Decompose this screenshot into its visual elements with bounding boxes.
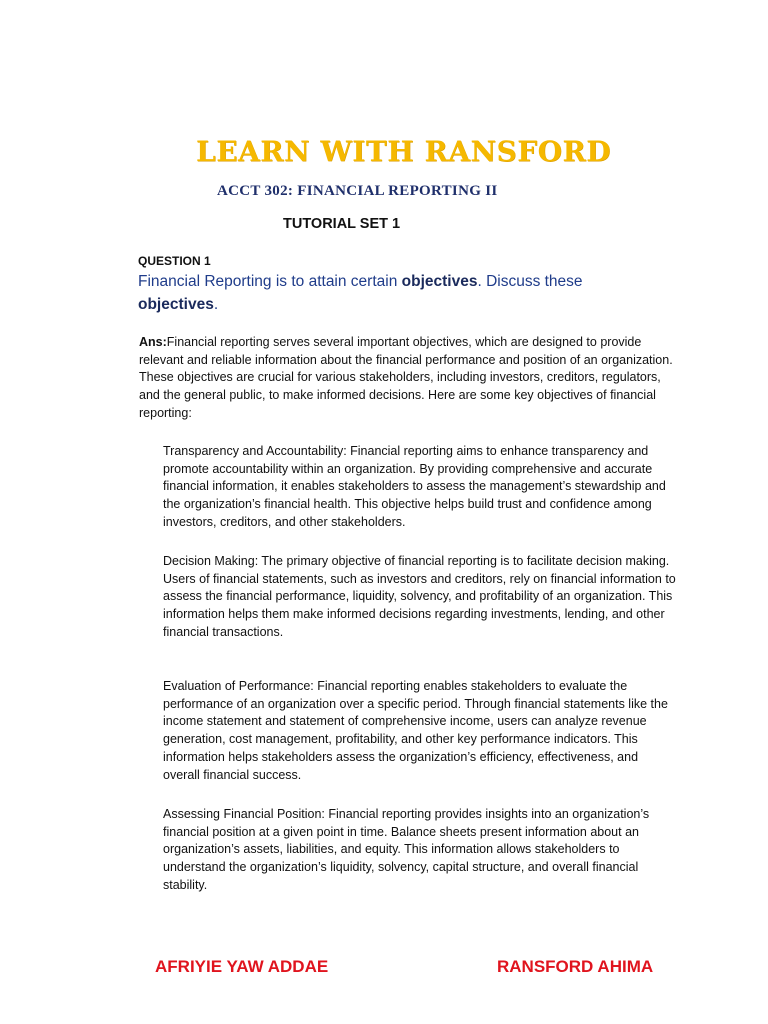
brand-title: LEARN WITH RANSFORD [196,135,612,168]
question-text-part: . Discuss these [477,273,583,290]
question-label: QUESTION 1 [138,254,211,268]
question-text-part: . [213,296,219,313]
answer-prefix: Ans: [139,335,167,349]
tutorial-title: TUTORIAL SET 1 [283,216,401,232]
objective-paragraph: Transparency and Accountability: Financial reporting aims to enhance transparency and promote accountability within an organization. By providing comprehensive and accurate financial information, it enables stakeholders to assess the management’s stewardship and the organization’s financial health. This objective helps build trust and confidence among investors, creditors, and other stakeholders. [163,444,666,529]
answer-intro-text: Financial reporting serves several important objectives, which are designed to provide relevant and reliable information about the financial performance and position of an organization. These objectives are crucial for various stakeholders, including investors, creditors, regulators, and the general public, to make informed decisions. Here are some key objectives of financial reporting: [139,335,673,420]
question-text [138,270,638,316]
footer-author-right: RANSFORD AHIMA [497,957,654,976]
course-title: ACCT 302: FINANCIAL REPORTING II [217,183,498,199]
answer-intro [139,334,679,423]
question-text-part: Financial Reporting is to attain certain [138,273,402,290]
question-keyword: objectives [138,296,214,313]
objective-paragraph: Decision Making: The primary objective of financial reporting is to facilitate decision making. Users of financial statements, such as investors and creditors, rely on financial information to assess the financial performance, liquidity, solvency, and profitability of an organization. This information helps them make informed decisions regarding investments, lending, and other financial transactions. [163,554,676,639]
objective-paragraph: Assessing Financial Position: Financial reporting provides insights into an organization’s financial position at a given point in time. Balance sheets present information about an organization’s assets, liabilities, and equity. This information allows stakeholders to understand the organization’s liquidity, solvency, capital structure, and overall financial stability. [163,807,650,892]
objective-paragraph: Evaluation of Performance: Financial reporting enables stakeholders to evaluate the performance of an organization over a specific period. Through financial statements like the income statement and statement of comprehensive income, users can analyze revenue generation, cost management, profitability, and other key performance indicators. This information helps stakeholders assess the organization’s efficiency, effectiveness, and overall financial success. [163,679,668,782]
footer-author-left: AFRIYIE YAW ADDAE [155,957,329,976]
question-keyword: objectives [401,273,478,290]
